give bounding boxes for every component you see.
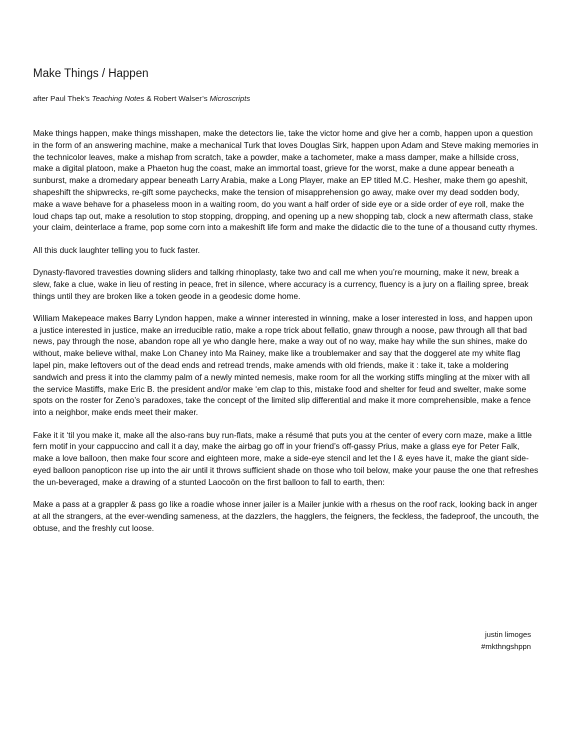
paragraph: Make things happen, make things misshapen, make the detectors lie, take the victor home and give her a comb, happen upon a question in the form of an answering machine, make a mechanical Turk that loves Douglas Sirk, happen upon Adam and Steve making memories in the technicolor leaves, make a mishap from scratch, take a powder, make a tachometer, make a mass damper, make a hillside cross, make a digital platoon, make a Phaeton hug the coast, make an immortal toast, grieve for the worst, make a dune appear beneath a sunburst, make a dromedary appear beneath Larry Arabia, make a Long Player, make an EP titled M.C. Hesher, make them go apeshit, shapeshift the shipwrecks, re-gift some paychecks, make the tension of misapprehension go away, make over my dead sodden body, make a wave behave for a phaseless moon in a waiting room, do you want a half order of side eye or a side order of eye roll, make the loud chaps tap out, make a resolution to stop stopping, dropping, and opening up a new shopping tab, clock a new aftermath class, stake your claim, deinterlace a frame, pop some corn into a makeshift life form and make the didactic die to the tune of a thousand cutty rhymes. — [33, 129, 539, 233]
signature-block — [481, 629, 531, 652]
body-text — [33, 128, 539, 545]
subtitle-mid: & Robert Walser’s — [144, 94, 210, 103]
paragraph: Fake it it ‘til you make it, make all the also-rans buy run-flats, make a résumé that puts you at the center of every corn maze, make a little fern motif in your cappuccino and call it a day, make the airbag go off in your friend’s off-gassy Prius, make a glass eye for Peter Falk, make a love balloon, then make four score and eighteen more, make a side-eye stencil and let the I & eyes have it, make the giant side-eyed balloon panopticon rise up into the air until it throws sufficient shade on those who toil below, make your pause the one that refreshes the un-beveraged, make a drawing of a stunted Laocoön on the first balloon to fall to earth, then: — [33, 430, 539, 487]
page-title: Make Things / Happen — [33, 68, 149, 80]
paragraph: All this duck laughter telling you to fuck faster. — [33, 245, 200, 255]
subtitle-prefix: after Paul Thek’s — [33, 94, 92, 103]
paragraph: Dynasty-flavored travesties downing sliders and talking rhinoplasty, take two and call me when you’re mourning, make it new, break a slew, fake a clue, wake in lieu of resting in peace, fret in silence, where accuracy is a currency, fluency is a jury on a flailing spree, break things until they are broken like a token geode in a geodesic dome home. — [33, 267, 529, 301]
paragraph: William Makepeace makes Barry Lyndon happen, make a winner interested in winning, make a loser interested in loss, and happen upon a justice interested in justice, make an irreducible ratio, make a rope trick about fellatio, gnaw through a noose, paw through all that bad news, pay through the nose, abandon rope all ye who dangle here, make a way out of no way, make hay while the sun shines, make do without, make believe withal, make Lon Chaney into Ma Rainey, make like a troublemaker and say that the doggerel ate my white flag lapel pin, make leftovers out of the dead ends and retread trends, make amends with old friends, make it : take it, take a moldering sandwich and press it into the clammy palm of a newly minted nemesis, make room for all the working stiffs mingling at the mixer with all the service Mastiffs, make Eric B. the president and/or make ‘em clap to this, mistake food and shelter for feud and swelter, make some spots on the roster for Zeno’s paradoxes, take the concept of the limited slip differential and make it more comprehensible, make a fence into a neighbor, make ends meet their maker. — [33, 313, 533, 418]
page-subtitle — [33, 94, 533, 104]
paragraph: Make a pass at a grappler & pass go like a roadie whose inner jailer is a Mailer junkie with a rhesus on the roof rack, looking back in anger at all the strangers, at the ever-wending sameness, at the dazzlers, the hagglers, the feigners, the feckless, the fadeproof, the uncouth, the obtuse, and the freshly cut loose. — [33, 500, 539, 533]
subtitle-work-teaching-notes: Teaching Notes — [91, 94, 145, 103]
hashtag: #mkthngshppn — [481, 641, 531, 651]
subtitle-work-microscripts: Microscripts — [209, 94, 251, 103]
author-name: justin limoges — [484, 630, 531, 639]
